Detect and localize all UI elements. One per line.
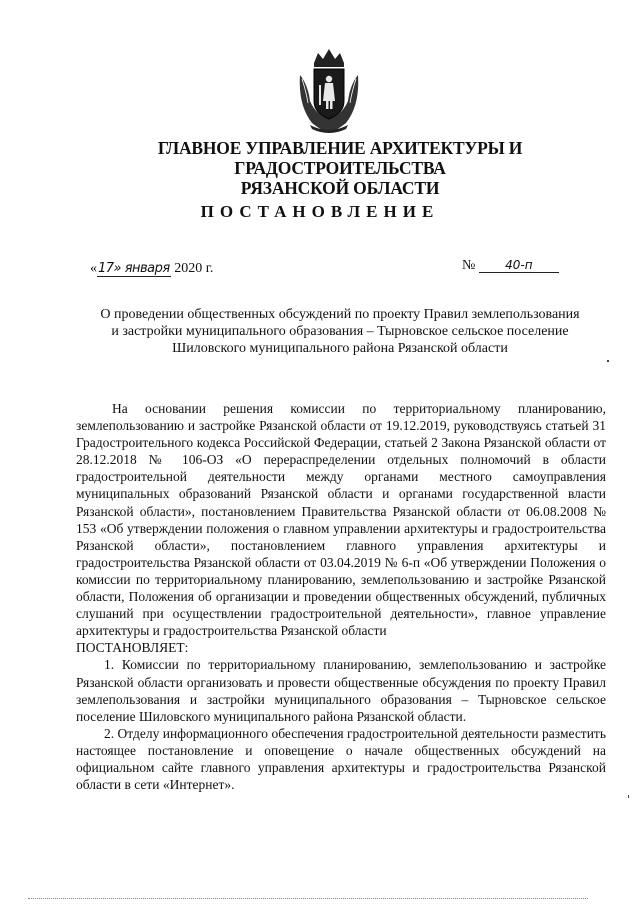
date-open-quote: « (90, 261, 97, 276)
subject-line-1: О проведении общественных обсуждений по проекту Правил землепользования (100, 307, 580, 322)
subject-line-3: Шиловского муниципального района Рязанской области (172, 341, 508, 356)
document-type-title: ПОСТАНОВЛЕНИЕ (200, 202, 440, 221)
preamble-paragraph: На основании решения комиссии по территориальному планированию, землепользованию и застройке Рязанской области от 19.12.2019, руководствуясь статьей 31 Градостроительного кодекса Российской Федерации, статьей 2 Закона Рязанской области от 28.12.2018 № 106-ОЗ «О перераспределении отдельных полномочий в области градостроительной деятельности между органами местного самоуправления муниципальных образований Рязанской области и органами государственной власти Рязанской области», постановлением Правительства Рязанской области от 06.08.2008 № 153 «Об утверждении положения о главном управлении архитектуры и градостроительства Рязанской области», постановлением главного управления архитектуры и градостроительства Рязанской области от 03.04.2019 № 6-п «Об утверждении Положения о комиссии по территориальному планированию, землепользованию и застройке Рязанской области, Положения об организации и проведении общественных обсуждений, публичных слушаний при осуществлении градостроительной деятельности», главное управление архитектуры и градостроительства Рязанской области (76, 401, 606, 639)
resolution-item-1: 1. Комиссии по территориальному планированию, землепользованию и застройке Рязанской области организовать и провести общественные обсуждения по проекту Правил землепользования и застройки муниципального образования – Тырновское сельское поселение Шиловского муниципального района Рязанской области. (76, 657, 606, 724)
page-bottom-edge (28, 898, 588, 899)
organization-name (60, 138, 620, 198)
organization-line-2: РЯЗАНСКОЙ ОБЛАСТИ (240, 178, 440, 198)
date-handwritten-day-month: 17» января (98, 261, 170, 276)
resolution-item-2: 2. Отделу информационного обеспечения градостроительной деятельности разместить настоящее постановление и оповещение о начале общественных обсуждений на официальном сайте главного управления архитектуры и градостроительства Рязанской области в сети «Интернет». (76, 725, 606, 793)
scan-mark (628, 795, 629, 798)
coat-of-arms-emblem (292, 45, 366, 135)
number-handwritten-value: 40-п (479, 258, 559, 273)
date-year: 2020 г. (174, 261, 214, 276)
resolves-heading: ПОСТАНОВЛЯЕТ: (76, 640, 189, 656)
document-subject (75, 306, 605, 357)
document-date (90, 261, 213, 277)
document-number (462, 258, 559, 274)
document-body (76, 400, 606, 793)
subject-line-2: и застройки муниципального образования – Тырновское сельское поселение (111, 324, 569, 339)
scan-mark (607, 360, 609, 362)
organization-line-1: ГЛАВНОЕ УПРАВЛЕНИЕ АРХИТЕКТУРЫ И ГРАДОСТРОИТЕЛЬСТВА (157, 138, 523, 178)
number-label: № (462, 258, 476, 273)
